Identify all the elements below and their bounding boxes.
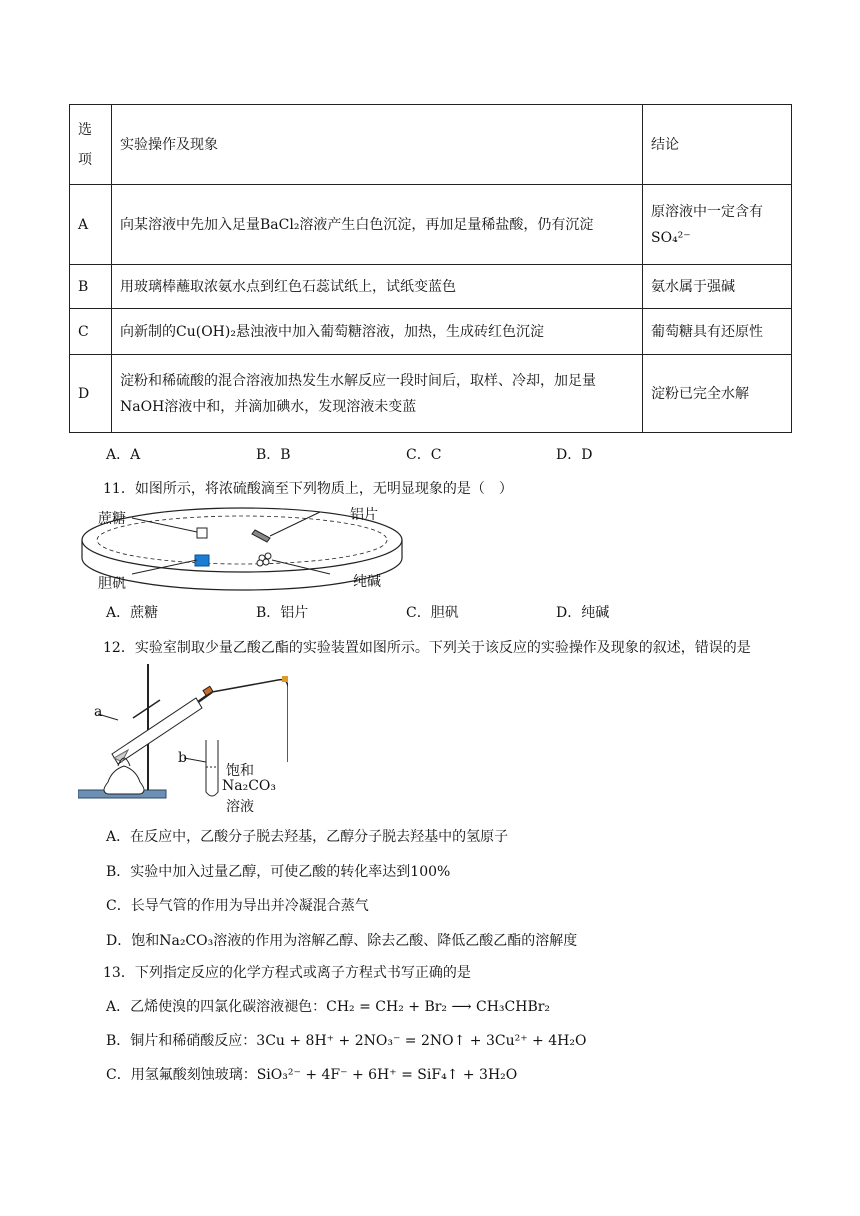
q11-option-d[interactable]: D．纯碱 [556,605,610,621]
q12-option-b[interactable]: B．实验中加入过量乙醇，可使乙酸的转化率达到100% [106,864,451,880]
aluminum-strip [252,530,270,542]
copper-sulfate-crystal [195,555,209,566]
q10-option-a[interactable]: A．A [106,447,141,463]
q11-option-b[interactable]: B．铝片 [256,605,309,621]
table-row [70,185,792,265]
row-option: C [70,309,112,355]
row-operation: 向某溶液中先加入足量BaCl₂溶液产生白色沉淀，再加足量稀盐酸，仍有沉淀 [112,185,643,265]
experiment-table [69,104,792,433]
label-soda: 纯碱 [353,574,381,590]
table-row [70,265,792,309]
row-conclusion: 氨水属于强碱 [643,265,792,309]
table-row [70,309,792,355]
row-operation: 用玻璃棒蘸取浓氨水点到红色石蕊试纸上，试纸变蓝色 [112,265,643,309]
long-tube [212,680,288,762]
q11-option-a[interactable]: A．蔗糖 [106,605,159,621]
row-option: B [70,265,112,309]
label-a: a [94,704,103,720]
q13-stem: 13．下列指定反应的化学方程式或离子方程式书写正确的是 [103,965,471,981]
q11-option-c[interactable]: C．胆矾 [406,605,459,621]
q12-option-c[interactable]: C．长导气管的作用为导出并冷凝混合蒸气 [106,898,369,914]
label-saturated: 饱和 [226,763,254,779]
q12-option-a[interactable]: A．在反应中，乙酸分子脱去羟基，乙醇分子脱去羟基中的氢原子 [106,829,509,845]
alcohol-lamp [104,766,144,794]
row-option: A [70,185,112,265]
q13-option-a[interactable]: A．乙烯使溴的四氯化碳溶液褪色：CH₂ = CH₂ + Br₂ ⟶ CH₃CHBr₂ [106,999,551,1015]
table-header-row [70,105,792,185]
label-copper-sulfate: 胆矾 [98,576,126,592]
row-conclusion: 淀粉已完全水解 [643,355,792,433]
q11-stem: 11．如图所示，将浓硫酸滴至下列物质上，无明显现象的是（ ） [103,481,513,497]
stopper [203,686,213,695]
row-operation: 淀粉和稀硫酸的混合溶液加热发生水解反应一段时间后，取样、冷却，加足量NaOH溶液中和，并滴加碘水，发现溶液未变蓝 [112,355,643,433]
label-sucrose: 蔗糖 [98,511,126,527]
soda-granules [257,553,271,566]
q13-option-b[interactable]: B．铜片和稀硝酸反应：3Cu + 8H⁺ + 2NO₃⁻ = 2NO↑ + 3Cu²⁺ + 4H₂O [106,1033,587,1049]
q10-options [106,444,592,464]
row-operation: 向新制的Cu(OH)₂悬浊液中加入葡萄糖溶液，加热，生成砖红色沉淀 [112,309,643,355]
label-na2co3: Na₂CO₃ [222,778,277,794]
q10-option-d[interactable]: D．D [556,447,593,463]
header-operation: 实验操作及现象 [112,105,643,185]
row-conclusion: 原溶液中一定含有SO₄²⁻ [643,185,792,265]
header-option: 选 项 [70,105,112,185]
label-b: b [178,750,187,766]
q12-option-d[interactable]: D．饱和Na₂CO₃溶液的作用为溶解乙醇、除去乙酸、降低乙酸乙酯的溶解度 [106,933,578,949]
q10-option-c[interactable]: C．C [406,447,442,463]
q12-stem: 12．实验室制取少量乙酸乙酯的实验装置如图所示。下列关于该反应的实验操作及现象的叙述，错误的是 [103,640,751,656]
header-conclusion: 结论 [643,105,792,185]
q11-options [106,602,609,622]
row-option: D [70,355,112,433]
sucrose-cube [197,528,207,538]
table-row [70,355,792,433]
test-tube-b [206,740,218,796]
label-solution: 溶液 [226,799,254,815]
q13-option-c[interactable]: C．用氢氟酸刻蚀玻璃：SiO₃²⁻ + 4F⁻ + 6H⁺ = SiF₄↑ + 3H₂O [106,1067,518,1083]
q10-option-b[interactable]: B．B [256,447,291,463]
row-conclusion: 葡萄糖具有还原性 [643,309,792,355]
label-aluminum: 铝片 [350,507,378,523]
